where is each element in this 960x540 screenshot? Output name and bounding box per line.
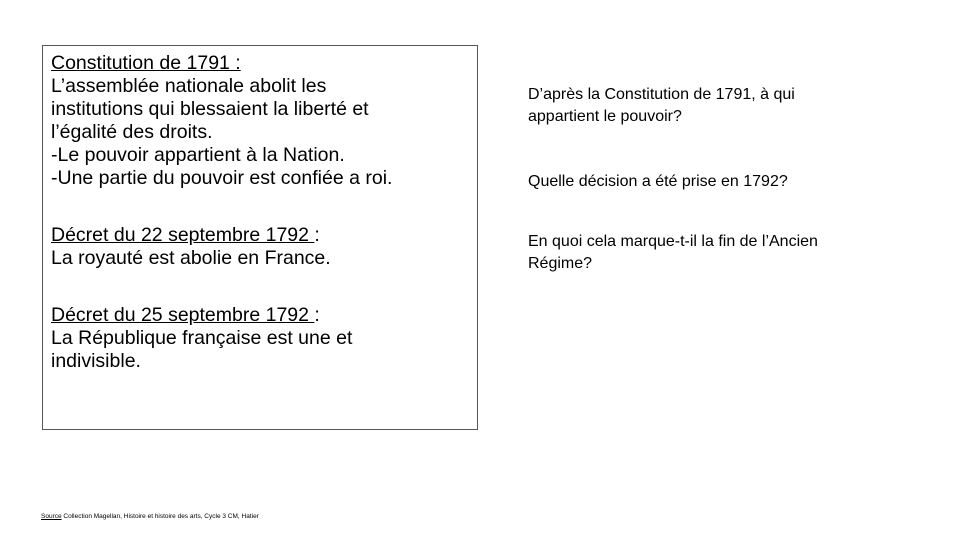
- question-pouvoir-1791: D’après la Constitution de 1791, à qui appartient le pouvoir?: [528, 86, 795, 125]
- decret-25-septembre-heading-text: Décret du 25 septembre 1792: [51, 304, 315, 326]
- decret-22-septembre-heading-colon: :: [314, 224, 320, 246]
- question-decision-1792: Quelle décision a été prise en 1792?: [528, 173, 788, 190]
- constitution-1791-line: l’égalité des droits.: [51, 121, 213, 143]
- constitution-1791-block: [51, 52, 469, 190]
- decret-25-septembre-line: La République française est une et: [51, 327, 353, 349]
- decret-22-septembre-heading: [51, 224, 469, 247]
- decret-25-septembre-block: [51, 304, 469, 373]
- constitution-1791-heading-text: Constitution de 1791 :: [51, 52, 241, 74]
- decret-22-septembre-block: [51, 224, 469, 270]
- decret-25-septembre-line: indivisible.: [51, 350, 141, 372]
- decret-22-septembre-line: La royauté est abolie en France.: [51, 247, 331, 269]
- decret-22-septembre-heading-text: Décret du 22 septembre 1792: [51, 224, 315, 246]
- constitution-1791-line: -Une partie du pouvoir est confiée a roi.: [51, 167, 393, 189]
- decret-25-septembre-heading: [51, 304, 469, 327]
- constitution-1791-line: L’assemblée nationale abolit les: [51, 75, 327, 97]
- constitution-1791-heading: [51, 52, 469, 75]
- document-excerpt-box: [42, 45, 478, 430]
- constitution-1791-line: institutions qui blessaient la liberté et: [51, 98, 369, 120]
- constitution-1791-line: -Le pouvoir appartient à la Nation.: [51, 144, 345, 166]
- decret-25-septembre-heading-colon: :: [314, 304, 320, 326]
- source-label: Source: [41, 513, 62, 520]
- question-fin-ancien-regime: En quoi cela marque-t-il la fin de l’Ancien Régime?: [528, 233, 818, 272]
- source-text: Collection Magellan, Histoire et histoire des arts, Cycle 3 CM, Hatier: [61, 513, 259, 520]
- source-credit: [41, 513, 259, 521]
